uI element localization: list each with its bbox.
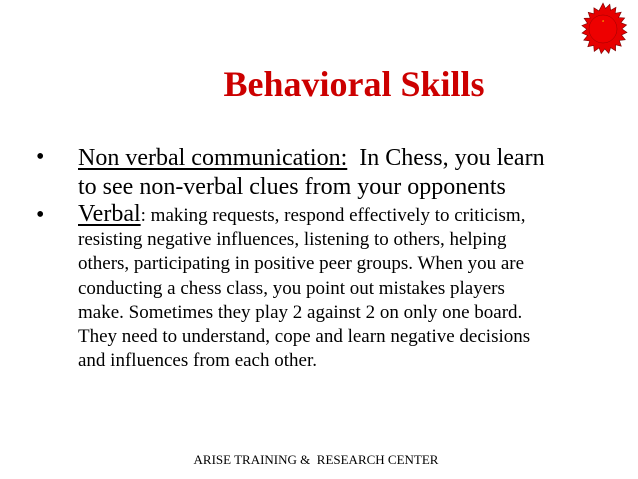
bullet-text: : making requests, respond effectively to criticism, [140, 205, 526, 226]
bullet-term: Verbal [78, 201, 141, 227]
bullet-line: They need to understand, cope and learn negative decisions [78, 326, 531, 348]
bullet-dot: • [36, 144, 45, 170]
bullet-body [78, 144, 596, 202]
bullet-text: In Chess, you learn [347, 145, 545, 171]
seal-mark: ᵃ [602, 19, 604, 25]
bullet-line: resisting negative influences, listening to others, helping [78, 229, 507, 251]
bullet-body [78, 202, 596, 373]
bullet-dot: • [36, 202, 45, 228]
bullet-item-verbal [36, 202, 596, 373]
bullet-line: conducting a chess class, you point out mistakes players [78, 277, 505, 299]
slide-footer: ARISE TRAINING & RESEARCH CENTER [193, 452, 439, 467]
bullet-term: Non verbal communication: [78, 145, 348, 171]
slide-title: Behavioral Skills [223, 64, 485, 104]
bullet-line: others, participating in positive peer groups. When you are [78, 253, 525, 275]
bullet-line: and influences from each other. [78, 350, 317, 372]
bullet-line [78, 144, 596, 173]
bullet-line: to see non-verbal clues from your opponents [78, 174, 506, 200]
bullet-line: make. Sometimes they play 2 against 2 on only one board. [78, 301, 523, 323]
starburst-logo-icon [576, 2, 630, 56]
starburst-seal-graphic [576, 2, 630, 56]
bullet-line [78, 202, 596, 228]
bullet-item-nonverbal [36, 144, 596, 202]
